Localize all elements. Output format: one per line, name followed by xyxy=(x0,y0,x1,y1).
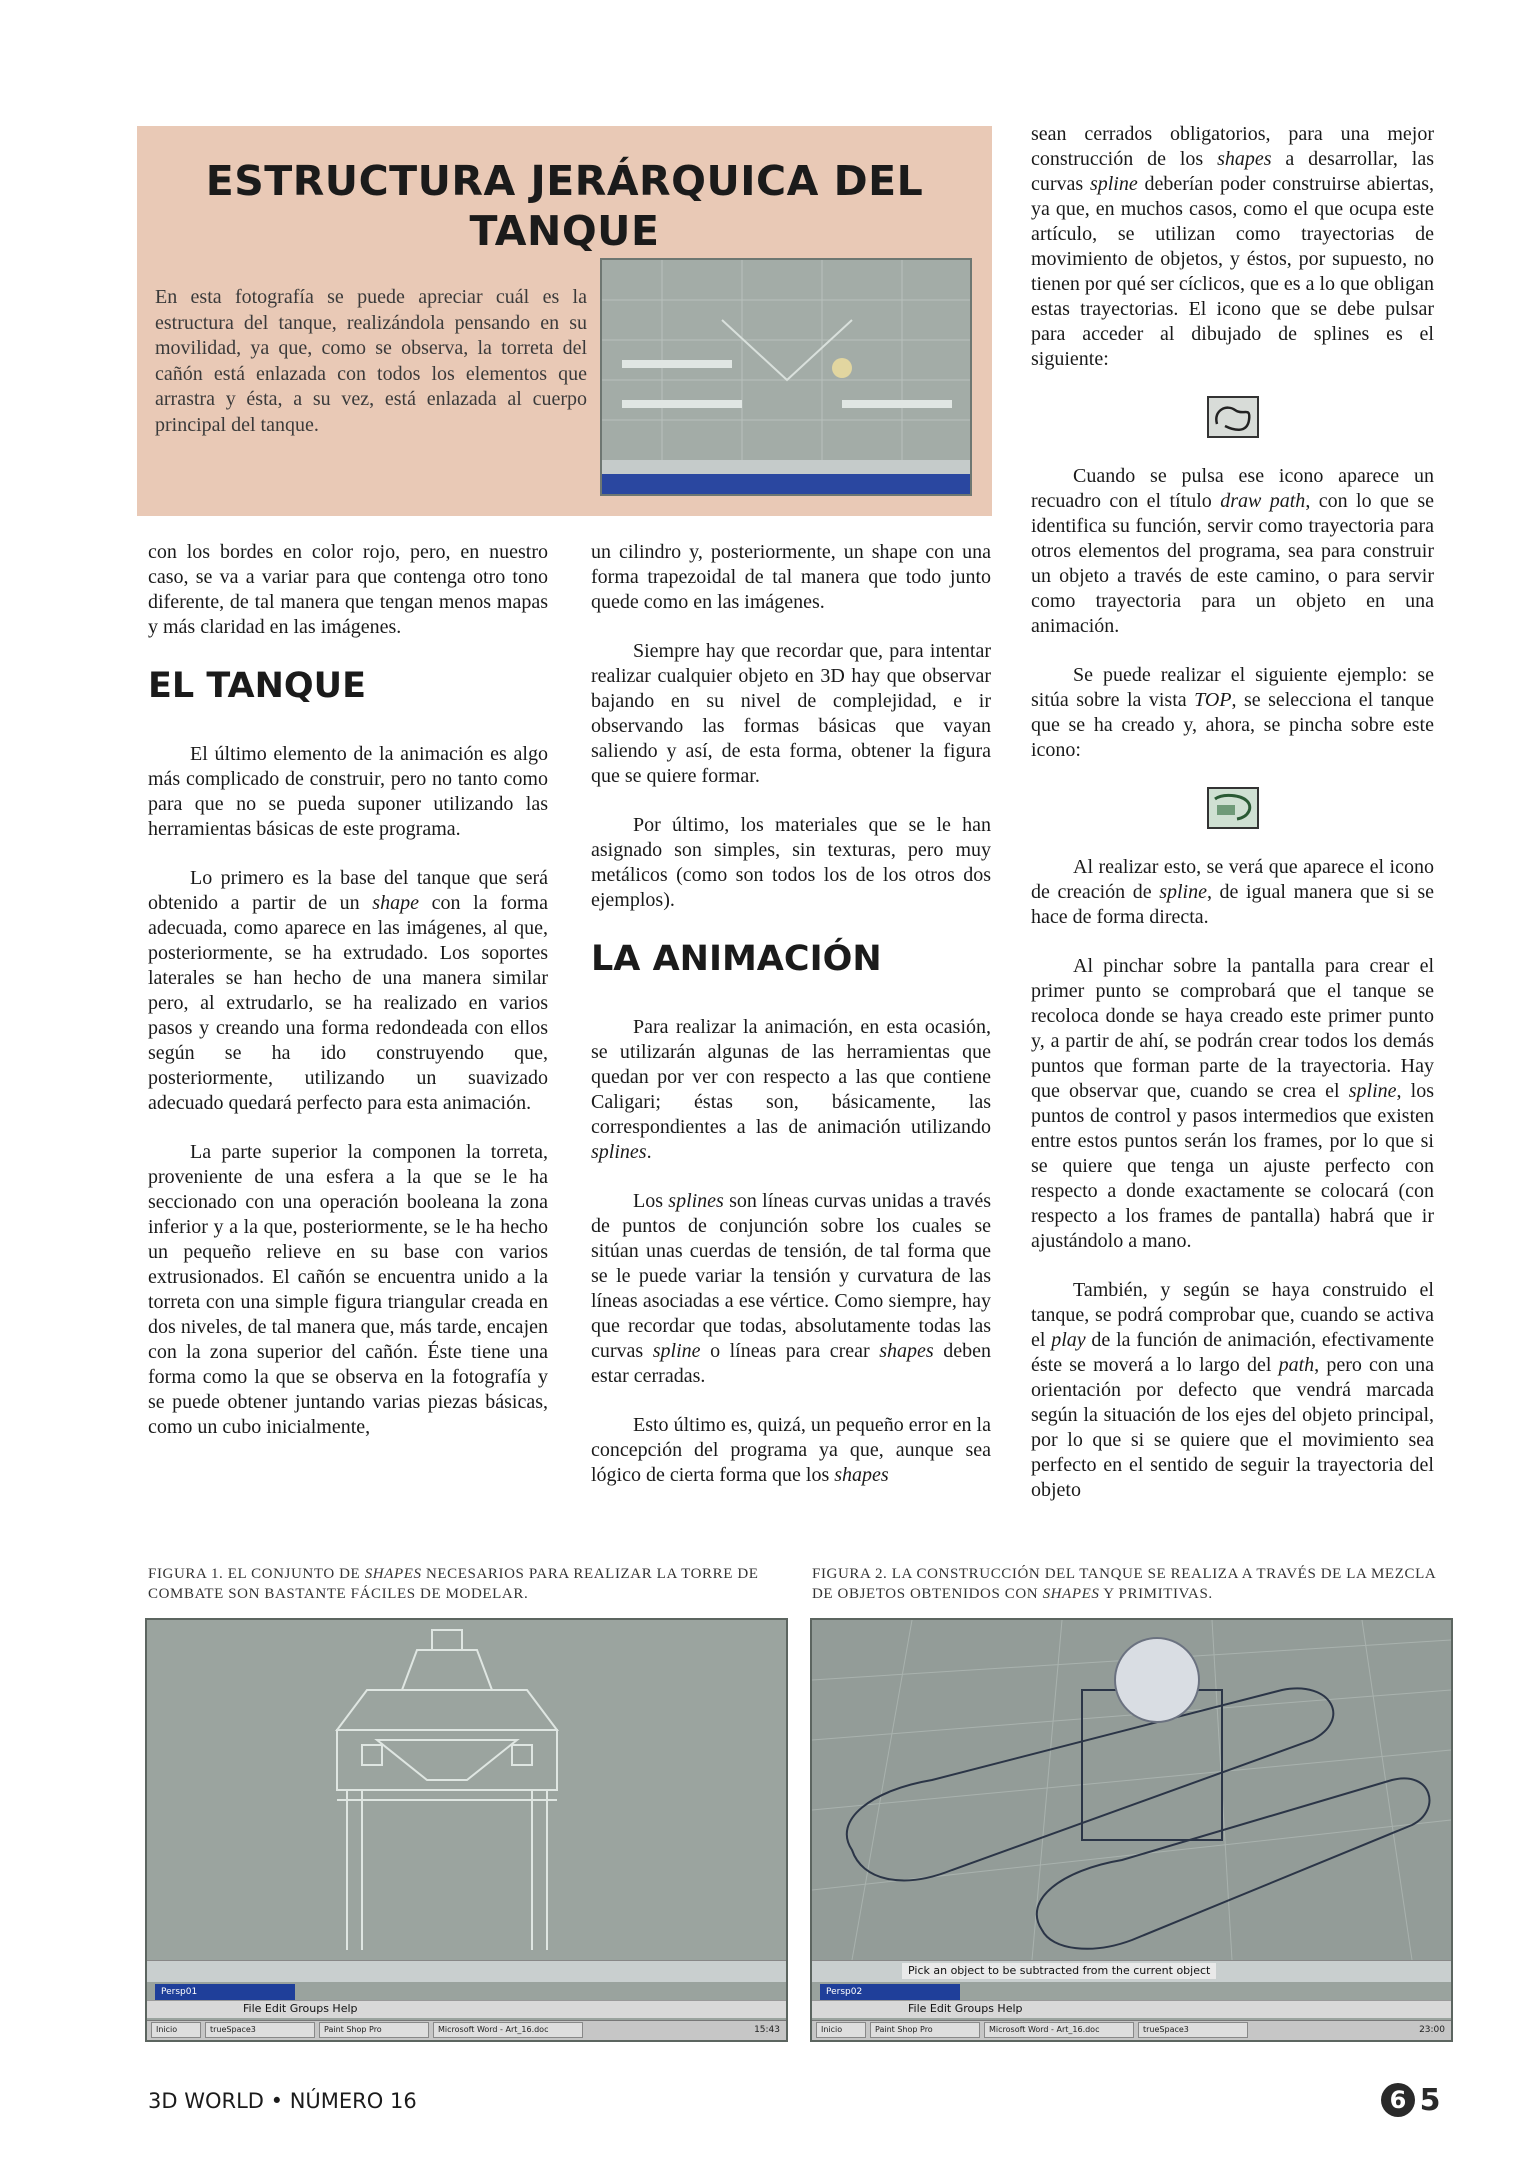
taskbar xyxy=(812,2020,1451,2040)
paragraph: También, y según se haya construido el tanque, se podrá comprobar que, cuando se activa el play de la función de animación, efectivamente éste se moverá a lo largo del path, pero con una orientación por defecto que vendrá marcada según la situación de los ejes del objeto principal, por lo que si se quiere que el movimiento sea perfecto en el sentido de seguir la trayectoria del objeto xyxy=(1031,1279,1435,1501)
page-number xyxy=(1380,2080,1450,2120)
tower-wireframe-image xyxy=(147,1620,786,1960)
taskbar-item[interactable]: Microsoft Word - Art_16.doc xyxy=(433,2022,583,2038)
paragraph: Lo primero es la base del tanque que será obtenido a partir de un shape con la forma adecuada, como aparece en las imágenes, al que, posteriormente, se ha extrudado. Los soportes laterales se han hecho de una manera similar pero, al extrudarlo, se ha realizado en varios pasos y creando una forma redondeada con ellos según se ha ido construyendo que, posteriormente, utilizando un suavizado adecuado quedará perfecto para esta animación. xyxy=(148,867,548,1114)
figure-2-caption: FIGURA 2. LA CONSTRUCCIÓN DEL TANQUE SE REALIZA A TRAVÉS DE LA MEZCLA DE OBJETOS OBTENIDOS CON SHAPES Y PRIMITIVAS. xyxy=(812,1566,1436,1602)
paragraph: Al pinchar sobre la pantalla para crear el primer punto se comprobará que el tanque se recoloca donde se haya creado este primer punto y, a partir de ahí, se podrán crear todos los demás puntos que forman parte de la trayectoria. Hay que observar que, cuando se crea el spline, los puntos de control y pasos intermedios que existen entre estos puntos serán los frames, por lo que si se quiere que tenga un ajuste perfecto con respecto a donde exactamente se colocará (con respecto a los frames de pantalla) habrá que ir ajustándolo a mano. xyxy=(1031,955,1434,1252)
taskbar-item[interactable]: trueSpace3 xyxy=(205,2022,315,2038)
figure-1-screenshot xyxy=(145,1618,788,2042)
column-1 xyxy=(148,540,548,1464)
footer-magazine-issue: 3D WORLD • NÚMERO 16 xyxy=(148,2089,417,2113)
taskbar-item[interactable]: trueSpace3 xyxy=(1138,2022,1248,2038)
taskbar-item[interactable]: Microsoft Word - Art_16.doc xyxy=(984,2022,1134,2038)
taskbar xyxy=(147,2020,786,2040)
section-heading-tanque: EL TANQUE xyxy=(148,666,367,706)
paragraph: La parte superior la componen la torreta, proveniente de una esfera a la que se le ha seccionado con una operación booleana la zona inferior y a la que, posteriormente, se le ha hecho un pequeño relieve en su base con varios extrusionados. El cañón se encuentra unido a la torreta con una simple figura triangular creada en dos niveles, de tal manera que, más tarde, encajen con la zona superior del cañón. Éste tiene una forma como la que se observa en la fotografía y se puede obtener juntando varias piezas básicas, como un cubo inicialmente, xyxy=(148,1141,548,1438)
draw-spline-icon xyxy=(1207,396,1259,438)
column-2 xyxy=(591,540,991,1512)
menu-bar[interactable]: File Edit Groups Help xyxy=(812,2000,1451,2018)
path-object-icon xyxy=(1207,787,1259,829)
paragraph: Los splines son líneas curvas unidas a través de puntos de conjunción sobre los cuales se sitúan unas cuerdas de tensión, de tal forma que se le puede variar la tensión y curvatura de las líneas asociadas a ese vértice. Como siempre, hay que recordar que todas, absolutamente todas las curvas spline o líneas para crear shapes deben estar cerradas. xyxy=(591,1190,991,1387)
sidebar-caption: En esta fotografía se puede apreciar cuál es la estructura del tanque, realizándola pensando en su movilidad, ya que, como se observa, la torreta del cañón está enlazada con todos los elementos que arrastra y ésta, a su vez, está enlazada al cuerpo principal del tanque. xyxy=(155,286,587,436)
start-button[interactable]: Inicio xyxy=(151,2022,201,2038)
hierarchy-screenshot xyxy=(600,258,972,496)
figure-1-caption: FIGURA 1. EL CONJUNTO DE SHAPES NECESARIOS PARA REALIZAR LA TORRE DE COMBATE SON BASTANTE FÁCILES DE MODELAR. xyxy=(148,1566,759,1602)
taskbar-item[interactable]: Paint Shop Pro xyxy=(870,2022,980,2038)
path-icon-box xyxy=(1031,787,1434,829)
paragraph: sean cerrados obligatorios, para una mejor construcción de los shapes a desarrollar, las curvas spline deberían poder construirse abiertas, ya que, en muchos casos, como el que ocupa este artículo, se utilizan como trayectorias de movimiento de objetos, y éstos, por supuesto, no tienen por qué ser cíclicos, que es a lo que obligan estas trayectorias. El icono que se debe pulsar para acceder al dibujado de splines es el siguiente: xyxy=(1031,123,1434,370)
paragraph: Siempre hay que recordar que, para intentar realizar cualquier objeto en 3D hay que observar bajando en su nivel de complejidad, e ir observando las formas básicas que vayan saliendo y así, de esta forma, obtener la figura que se quiere formar. xyxy=(591,640,991,787)
draw-spline-icon-box xyxy=(1031,396,1434,438)
paragraph: con los bordes en color rojo, pero, en nuestro caso, se va a variar para que contenga otro tono diferente, de tal manera que tengan menos mapas y más claridad en las imágenes. xyxy=(148,541,548,638)
viewport-window-title: Persp02 xyxy=(820,1984,960,2000)
svg-text:6: 6 xyxy=(1389,2086,1407,2114)
menu-bar[interactable]: File Edit Groups Help xyxy=(147,2000,786,2018)
section-heading-animacion: LA ANIMACIÓN xyxy=(591,939,882,979)
status-message: Pick an object to be subtracted from the current object xyxy=(902,1963,1216,1979)
icon-toolbar[interactable] xyxy=(812,1960,1451,1982)
paragraph: El último elemento de la animación es algo más complicado de construir, pero no tanto como para que no se pueda suponer utilizando las herramientas básicas de este programa. xyxy=(148,743,548,840)
tank-wireframe-image xyxy=(812,1620,1451,1960)
paragraph: Para realizar la animación, en esta ocasión, se utilizarán algunas de las herramientas que quedan por ver con respecto a las que contiene Caligari; éstas son, básicamente, las correspondientes a las de animación utilizando splines. xyxy=(591,1016,991,1163)
column-3 xyxy=(1031,122,1434,1527)
figure-2-screenshot xyxy=(810,1618,1453,2042)
page-number-badge xyxy=(1380,2080,1450,2120)
taskbar-clock: 15:43 xyxy=(754,2025,780,2035)
taskbar-item[interactable]: Paint Shop Pro xyxy=(319,2022,429,2038)
sidebar-title: ESTRUCTURA JERÁRQUICA DEL TANQUE xyxy=(205,157,924,255)
paragraph: Esto último es, quizá, un pequeño error en la concepción del programa ya que, aunque sea lógico de cierta forma que los shapes xyxy=(591,1414,991,1486)
paragraph: un cilindro y, posteriormente, un shape con una forma trapezoidal de tal manera que todo junto quede como en las imágenes. xyxy=(591,541,991,613)
paragraph: Cuando se pulsa ese icono aparece un recuadro con el título draw path, con lo que se identifica su función, servir como trayectoria para otros elementos del programa, sea para construir un objeto a través de este camino, o para servir como trayectoria para un objeto en una animación. xyxy=(1031,465,1434,637)
viewport-window-title: Persp01 xyxy=(155,1984,295,2000)
paragraph: Por último, los materiales que se le han asignado son simples, sin texturas, pero muy metálicos (como son todos los de los otros dos ejemplos). xyxy=(591,814,991,911)
hierarchy-diagram-image xyxy=(602,260,970,494)
paragraph: Se puede realizar el siguiente ejemplo: se sitúa sobre la vista TOP, se selecciona el tanque que se ha creado y, ahora, se pincha sobre este icono: xyxy=(1031,664,1434,761)
svg-text:5: 5 xyxy=(1419,2083,1441,2118)
paragraph: Al realizar esto, se verá que aparece el icono de creación de spline, de igual manera que si se hace de forma directa. xyxy=(1031,856,1435,928)
icon-toolbar[interactable] xyxy=(147,1960,786,1982)
taskbar-clock: 23:00 xyxy=(1419,2025,1445,2035)
start-button[interactable]: Inicio xyxy=(816,2022,866,2038)
